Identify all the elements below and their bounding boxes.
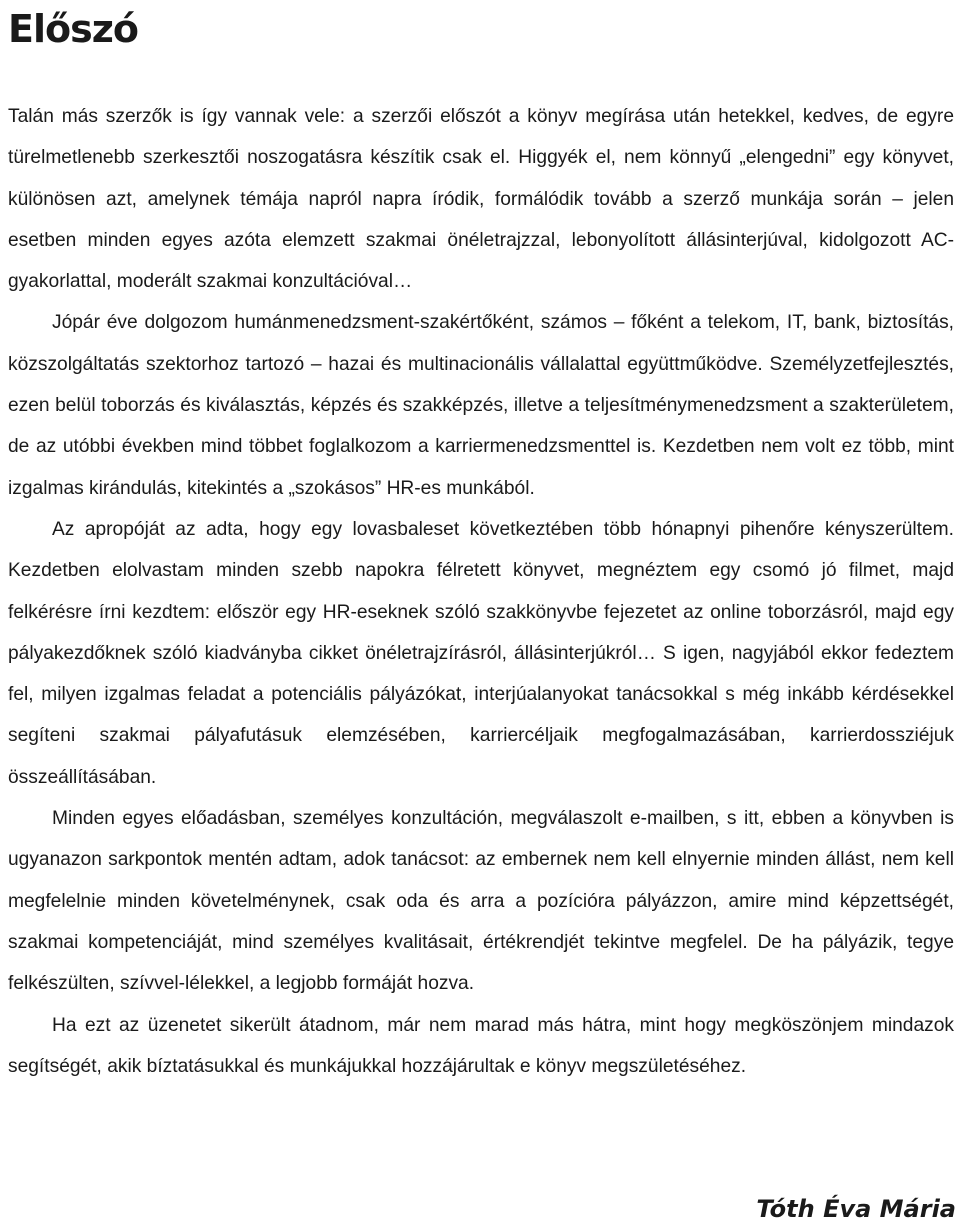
paragraph-3: Az apropóját az adta, hogy egy lovasbaleset következtében több hónapnyi pihenőre kényszerültem. Kezdetben elolvastam minden szebb napokra félretett könyvet, megnéztem egy csomó jó filmet, majd felkérésre írni kezdtem: először egy HR-eseknek szóló szakkönyvbe fejezetet az online toborzásról, majd egy pályakezdőknek szóló kiadványba cikket önéletrajzírásról, állásinterjúkról… S igen, nagyjából ekkor fedeztem fel, milyen izgalmas feladat a potenciális pályázókat, interjúalanyokat tanácsokkal s még inkább kérdésekkel segíteni szakmai pályafutásuk elemzésében, karriercéljaik megfogalmazásában, karrierdossziéjuk összeállításában.: [8, 518, 954, 788]
paragraph-4: Minden egyes előadásban, személyes konzultáción, megválaszolt e-mailben, s itt, ebben a könyvben is ugyanazon sarkpontok mentén adtam, adok tanácsot: az embernek nem kell elnyernie minden állást, nem kell megfelelnie minden követelménynek, csak oda és arra a pozícióra pályázzon, amire mind képzettségét, szakmai kompetenciáját, mind személyes kvalitásait, értékrendjét tekintve megfelel. De ha pályázik, tegye felkészülten, szívvel-lélekkel, a legjobb formáját hozva.: [8, 808, 954, 995]
paragraph-1: Talán más szerzők is így vannak vele: a szerzői előszót a könyv megírása után hetekkel, kedves, de egyre türelmetlenebb szerkesztői noszogatásra készítik csak el. Higgyék el, nem könnyű „elengedni” egy könyvet, különösen azt, amelynek témája napról napra íródik, formálódik tovább a szerző munkája során – jelen esetben minden egyes azóta elemzett szakmai önéletrajzzal, lebonyolított állásinterjúval, kidolgozott AC-gyakorlattal, moderált szakmai konzultációval…: [8, 106, 954, 293]
author-signature: Tóth Éva Mária: [756, 1195, 956, 1223]
paragraph-5: Ha ezt az üzenetet sikerült átadnom, már nem marad más hátra, mint hogy megköszönjem mindazok segítségét, akik bíztatásukkal és munkájukkal hozzájárultak e könyv megszületéséhez.: [8, 1014, 954, 1077]
paragraph-2: Jópár éve dolgozom humánmenedzsment-szakértőként, számos – főként a telekom, IT, bank, biztosítás, közszolgáltatás szektorhoz tartozó – hazai és multinacionális vállalattal együttműködve. Személyzetfejlesztés, ezen belül toborzás és kiválasztás, képzés és szakképzés, illetve a teljesítménymenedzsment a szakterületem, de az utóbbi években mind többet foglalkozom a karriermenedzsmenttel is. Kezdetben nem volt ez több, mint izgalmas kirándulás, kitekintés a „szokásos” HR-es munkából.: [8, 312, 954, 499]
page-title: Előszó: [8, 7, 138, 51]
preface-body: [8, 96, 954, 1087]
